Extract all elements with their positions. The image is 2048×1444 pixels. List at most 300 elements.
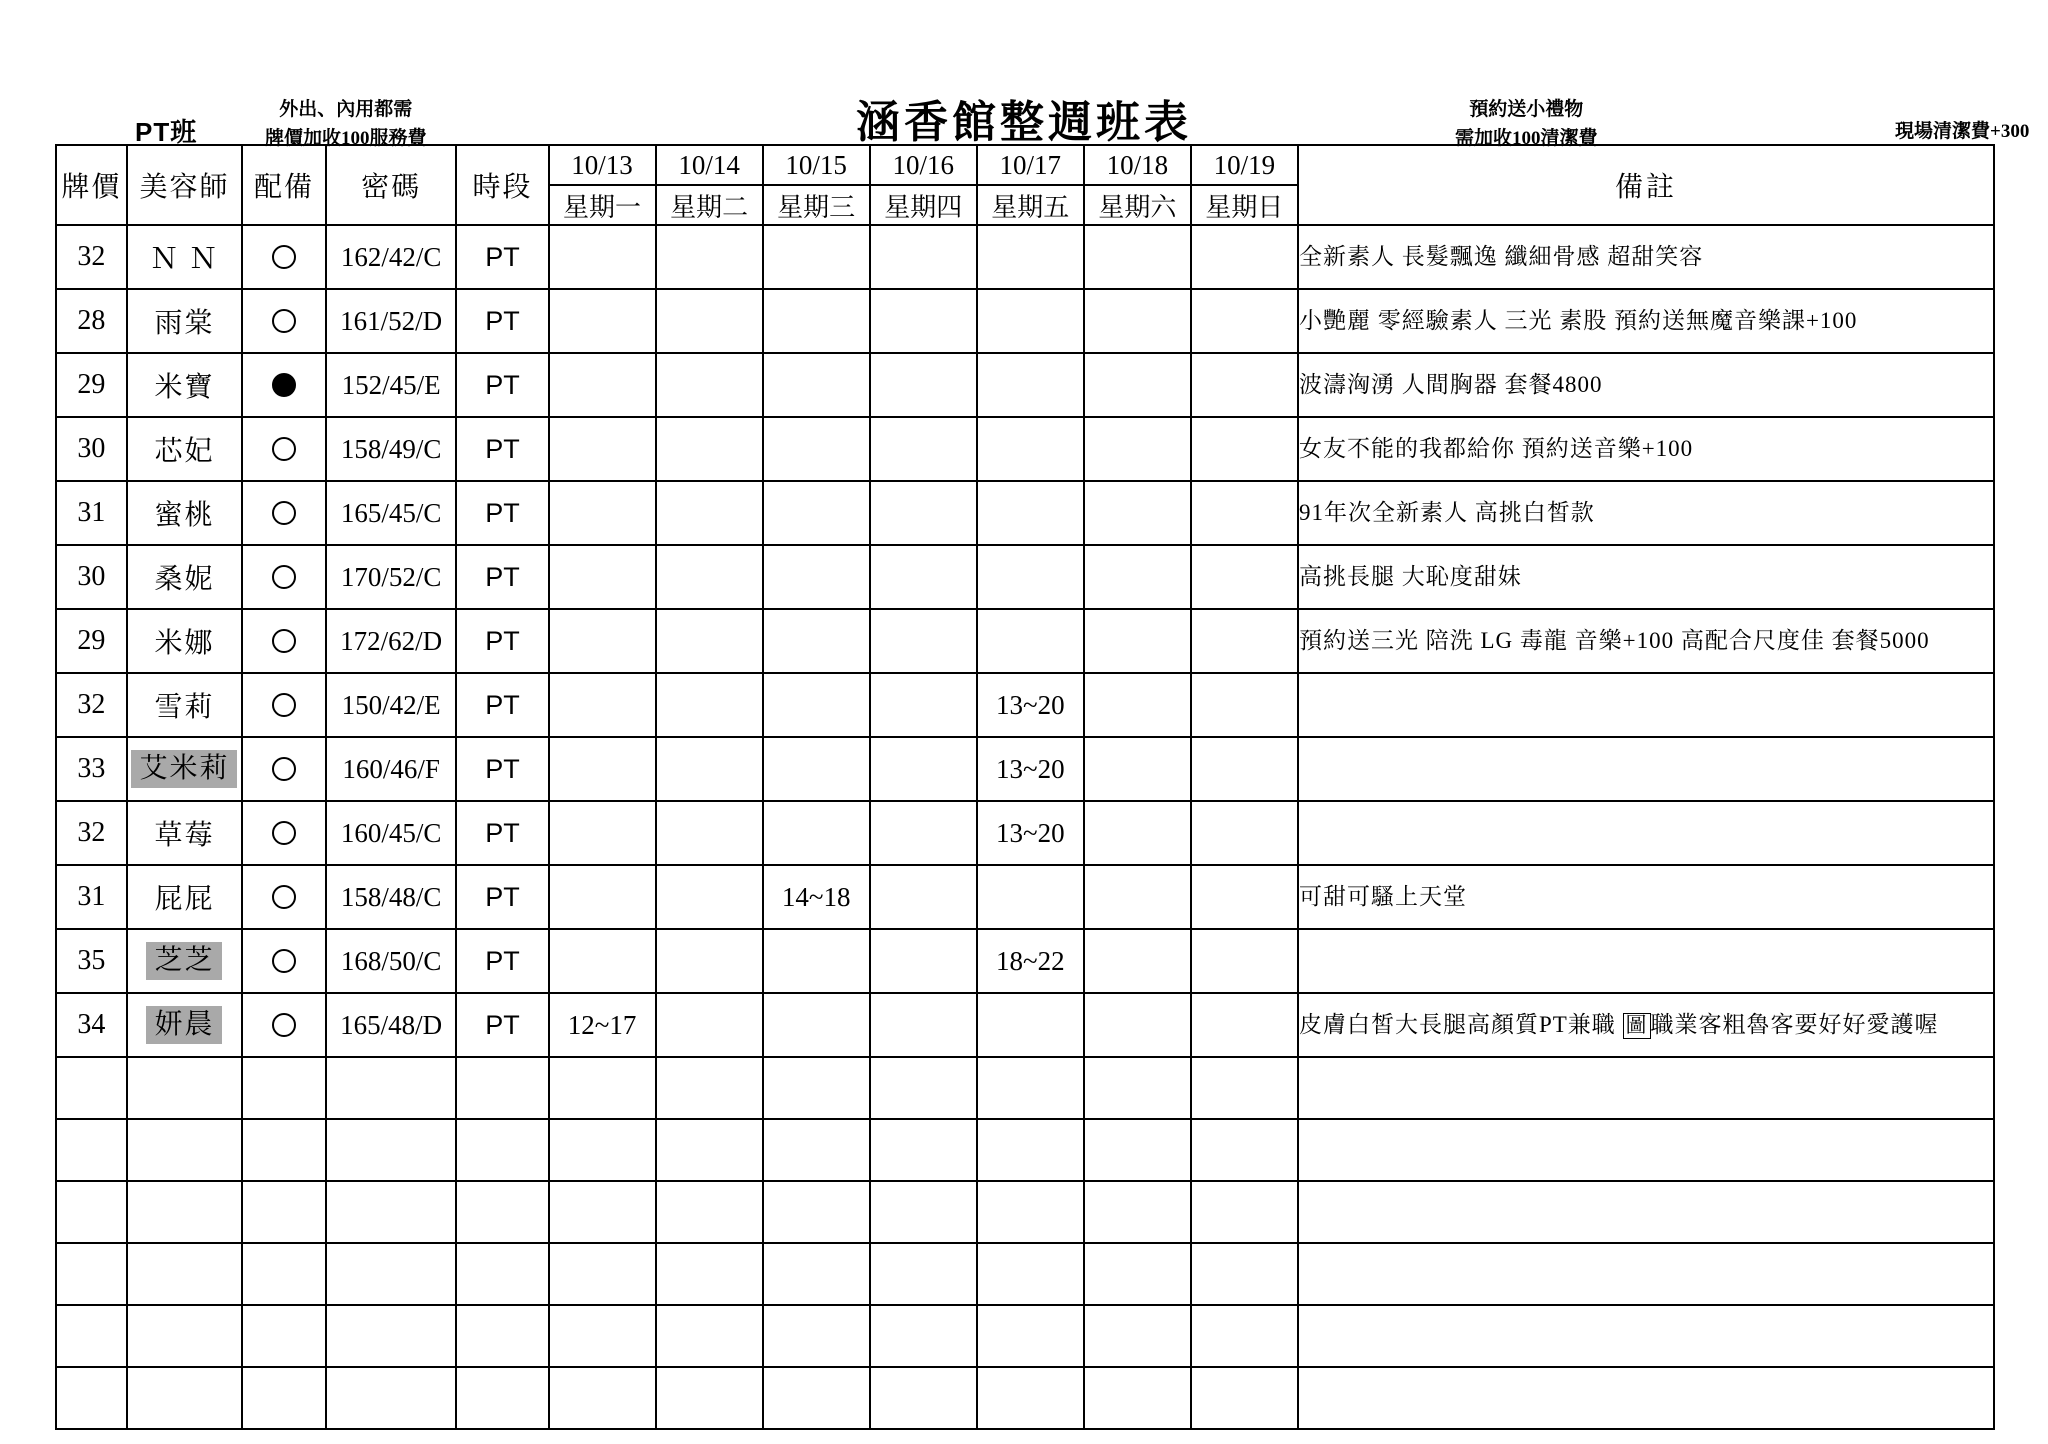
cell-day-4[interactable]: [977, 417, 1084, 481]
cell-day-2[interactable]: [763, 225, 870, 289]
column-header-date-5: 10/18: [1084, 145, 1191, 185]
column-header-weekday-0: 星期一: [549, 185, 656, 225]
table-row-empty[interactable]: [56, 1181, 1994, 1243]
cell-empty[interactable]: [127, 1119, 243, 1181]
cell-empty[interactable]: [870, 1367, 977, 1429]
cell-day-1[interactable]: [656, 225, 763, 289]
cell-slot: PT: [456, 417, 548, 481]
cell-name: 桑妮: [127, 545, 243, 609]
cell-empty[interactable]: [1298, 1119, 1994, 1181]
cell-empty[interactable]: [656, 1243, 763, 1305]
open-circle-icon: [272, 309, 296, 333]
cell-equipment: [242, 673, 326, 737]
cell-day-4[interactable]: [977, 865, 1084, 929]
cell-day-1[interactable]: [656, 673, 763, 737]
cell-day-5[interactable]: [1084, 801, 1191, 865]
cell-code: 170/52/C: [326, 545, 457, 609]
cell-name: 芯妃: [127, 417, 243, 481]
cell-day-5[interactable]: [1084, 993, 1191, 1057]
cell-day-5[interactable]: [1084, 609, 1191, 673]
cell-empty[interactable]: [870, 1057, 977, 1119]
cell-day-0[interactable]: [549, 801, 656, 865]
table-row[interactable]: [56, 225, 1994, 289]
cell-day-3[interactable]: [870, 673, 977, 737]
cell-empty[interactable]: [977, 1243, 1084, 1305]
cell-empty[interactable]: [549, 1243, 656, 1305]
cell-equipment: [242, 225, 326, 289]
cell-empty[interactable]: [56, 1305, 127, 1367]
cell-price: 35: [56, 929, 127, 993]
table-row[interactable]: [56, 673, 1994, 737]
cell-day-6[interactable]: [1191, 609, 1298, 673]
cell-empty[interactable]: [1191, 1367, 1298, 1429]
cell-day-4[interactable]: [977, 289, 1084, 353]
name-highlight: 妍晨: [146, 1006, 222, 1045]
cell-price: 31: [56, 481, 127, 545]
open-circle-icon: [272, 629, 296, 653]
cell-empty[interactable]: [456, 1305, 548, 1367]
cell-empty[interactable]: [1084, 1057, 1191, 1119]
cell-equipment: [242, 289, 326, 353]
cell-name: Ｎ Ｎ: [127, 225, 243, 289]
cell-empty[interactable]: [127, 1243, 243, 1305]
cell-empty[interactable]: [1298, 1243, 1994, 1305]
cell-day-2[interactable]: [763, 417, 870, 481]
cell-note: 波濤洶湧 人間胸器 套餐4800: [1298, 353, 1994, 417]
cell-empty[interactable]: [977, 1305, 1084, 1367]
cell-empty[interactable]: [1084, 1181, 1191, 1243]
cell-day-1[interactable]: [656, 353, 763, 417]
cell-empty[interactable]: [127, 1181, 243, 1243]
cell-day-6[interactable]: [1191, 865, 1298, 929]
cell-day-4[interactable]: [977, 353, 1084, 417]
cell-day-2[interactable]: [763, 353, 870, 417]
cell-day-2[interactable]: [763, 993, 870, 1057]
cell-day-2[interactable]: [763, 289, 870, 353]
table-row[interactable]: [56, 353, 1994, 417]
table-row[interactable]: [56, 481, 1994, 545]
cell-equipment: [242, 353, 326, 417]
cell-day-2[interactable]: 14~18: [763, 865, 870, 929]
cell-code: 172/62/D: [326, 609, 457, 673]
cell-day-5[interactable]: [1084, 865, 1191, 929]
cell-code: 165/48/D: [326, 993, 457, 1057]
column-header-date-1: 10/14: [656, 145, 763, 185]
cell-empty[interactable]: [242, 1119, 326, 1181]
cell-price: 28: [56, 289, 127, 353]
cell-note: [1298, 929, 1994, 993]
cell-day-2[interactable]: [763, 673, 870, 737]
column-header-date-3: 10/16: [870, 145, 977, 185]
cell-day-3[interactable]: [870, 865, 977, 929]
column-header-price: 牌價: [56, 145, 127, 225]
cell-empty[interactable]: [456, 1057, 548, 1119]
cell-note: [1298, 801, 1994, 865]
cell-code: 168/50/C: [326, 929, 457, 993]
cell-day-3[interactable]: [870, 289, 977, 353]
cell-empty[interactable]: [656, 1057, 763, 1119]
cell-code: 150/42/E: [326, 673, 457, 737]
cell-name: 蜜桃: [127, 481, 243, 545]
cell-day-6[interactable]: [1191, 801, 1298, 865]
cell-day-4[interactable]: 18~22: [977, 929, 1084, 993]
name-highlight: 艾米莉: [131, 750, 237, 789]
column-header-date-0: 10/13: [549, 145, 656, 185]
cell-empty[interactable]: [977, 1119, 1084, 1181]
cell-day-4[interactable]: [977, 545, 1084, 609]
column-header-date-6: 10/19: [1191, 145, 1298, 185]
booking-gift-note-line2: 需加收100清潔費: [1455, 127, 1598, 149]
booking-gift-note-line1: 預約送小禮物: [1469, 99, 1584, 120]
service-fee-note-line2: 牌價加收100服務費: [265, 127, 427, 149]
table-row-empty[interactable]: [56, 1305, 1994, 1367]
open-circle-icon: [272, 757, 296, 781]
cell-empty[interactable]: [549, 1367, 656, 1429]
cell-note: 91年次全新素人 高挑白皙款: [1298, 481, 1994, 545]
cell-empty[interactable]: [656, 1181, 763, 1243]
cell-day-4[interactable]: [977, 609, 1084, 673]
cell-day-1[interactable]: [656, 609, 763, 673]
cell-day-1[interactable]: [656, 481, 763, 545]
cell-empty[interactable]: [127, 1057, 243, 1119]
cell-equipment: [242, 417, 326, 481]
cell-empty[interactable]: [1084, 1367, 1191, 1429]
cell-day-6[interactable]: [1191, 673, 1298, 737]
column-header-note: 備註: [1298, 145, 1994, 225]
cell-empty[interactable]: [1298, 1367, 1994, 1429]
cell-day-4[interactable]: 13~20: [977, 801, 1084, 865]
cell-day-0[interactable]: [549, 737, 656, 801]
cell-equipment: [242, 993, 326, 1057]
cell-empty[interactable]: [1298, 1305, 1994, 1367]
cell-day-6[interactable]: [1191, 929, 1298, 993]
table-header: [56, 145, 1994, 225]
cell-equipment: [242, 929, 326, 993]
cell-day-0[interactable]: [549, 673, 656, 737]
cell-day-5[interactable]: [1084, 417, 1191, 481]
cell-code: 160/46/F: [326, 737, 457, 801]
cell-day-2[interactable]: [763, 929, 870, 993]
cell-code: 152/45/E: [326, 353, 457, 417]
table-row-empty[interactable]: [56, 1367, 1994, 1429]
cell-day-2[interactable]: [763, 545, 870, 609]
column-header-date-4: 10/17: [977, 145, 1084, 185]
cell-note: [1298, 737, 1994, 801]
cell-slot: PT: [456, 737, 548, 801]
cell-price: 30: [56, 545, 127, 609]
cell-empty[interactable]: [870, 1119, 977, 1181]
cell-day-4[interactable]: 13~20: [977, 737, 1084, 801]
cell-day-3[interactable]: [870, 737, 977, 801]
open-circle-icon: [272, 949, 296, 973]
cell-empty[interactable]: [656, 1367, 763, 1429]
cell-slot: PT: [456, 673, 548, 737]
cell-empty[interactable]: [326, 1181, 457, 1243]
cell-day-6[interactable]: [1191, 545, 1298, 609]
table-row[interactable]: [56, 417, 1994, 481]
open-circle-icon: [272, 693, 296, 717]
cell-day-6[interactable]: [1191, 417, 1298, 481]
cell-note: 高挑長腿 大恥度甜妹: [1298, 545, 1994, 609]
column-header-name: 美容師: [127, 145, 243, 225]
cell-day-1[interactable]: [656, 289, 763, 353]
cell-empty[interactable]: [326, 1243, 457, 1305]
cell-empty[interactable]: [977, 1057, 1084, 1119]
cell-empty[interactable]: [1084, 1243, 1191, 1305]
cell-day-6[interactable]: [1191, 737, 1298, 801]
cell-empty[interactable]: [763, 1181, 870, 1243]
open-circle-icon: [272, 565, 296, 589]
cell-name: 米娜: [127, 609, 243, 673]
cell-empty[interactable]: [1084, 1305, 1191, 1367]
cell-day-3[interactable]: [870, 481, 977, 545]
table-row[interactable]: [56, 993, 1994, 1057]
cell-day-1[interactable]: [656, 865, 763, 929]
cell-empty[interactable]: [326, 1119, 457, 1181]
cell-day-1[interactable]: [656, 417, 763, 481]
cell-day-3[interactable]: [870, 353, 977, 417]
cell-day-2[interactable]: [763, 481, 870, 545]
column-header-date-2: 10/15: [763, 145, 870, 185]
schedule-table: [55, 144, 1995, 1430]
cell-empty[interactable]: [456, 1119, 548, 1181]
cell-day-4[interactable]: 13~20: [977, 673, 1084, 737]
column-header-weekday-1: 星期二: [656, 185, 763, 225]
cell-price: 32: [56, 225, 127, 289]
cell-day-6[interactable]: [1191, 353, 1298, 417]
cell-price: 31: [56, 865, 127, 929]
table-row[interactable]: [56, 609, 1994, 673]
cell-empty[interactable]: [242, 1305, 326, 1367]
cell-day-1[interactable]: [656, 737, 763, 801]
cell-empty[interactable]: [549, 1057, 656, 1119]
cell-day-0[interactable]: [549, 545, 656, 609]
cell-day-2[interactable]: [763, 737, 870, 801]
table-row-empty[interactable]: [56, 1057, 1994, 1119]
open-circle-icon: [272, 1013, 296, 1037]
cell-code: 158/49/C: [326, 417, 457, 481]
open-circle-icon: [272, 885, 296, 909]
cell-name: 雪莉: [127, 673, 243, 737]
cell-empty[interactable]: [1191, 1119, 1298, 1181]
cell-day-0[interactable]: 12~17: [549, 993, 656, 1057]
column-header-weekday-6: 星期日: [1191, 185, 1298, 225]
cell-day-0[interactable]: [549, 225, 656, 289]
cell-price: 33: [56, 737, 127, 801]
cell-day-5[interactable]: [1084, 673, 1191, 737]
cell-day-1[interactable]: [656, 929, 763, 993]
cell-name: 雨棠: [127, 289, 243, 353]
cell-day-2[interactable]: [763, 609, 870, 673]
cell-empty[interactable]: [1084, 1119, 1191, 1181]
cell-empty[interactable]: [870, 1181, 977, 1243]
cell-empty[interactable]: [1191, 1181, 1298, 1243]
cell-empty[interactable]: [56, 1119, 127, 1181]
cell-day-1[interactable]: [656, 545, 763, 609]
cell-day-5[interactable]: [1084, 353, 1191, 417]
table-row[interactable]: [56, 545, 1994, 609]
cell-equipment: [242, 609, 326, 673]
cell-day-0[interactable]: [549, 865, 656, 929]
cell-day-5[interactable]: [1084, 545, 1191, 609]
cell-equipment: [242, 545, 326, 609]
cell-day-0[interactable]: [549, 353, 656, 417]
cell-slot: PT: [456, 481, 548, 545]
cell-name: 草莓: [127, 801, 243, 865]
cell-empty[interactable]: [1298, 1057, 1994, 1119]
cell-day-3[interactable]: [870, 225, 977, 289]
cell-code: 162/42/C: [326, 225, 457, 289]
cell-day-4[interactable]: [977, 225, 1084, 289]
cell-empty[interactable]: [656, 1305, 763, 1367]
cell-day-5[interactable]: [1084, 289, 1191, 353]
cell-slot: PT: [456, 929, 548, 993]
table-row[interactable]: [56, 865, 1994, 929]
name-highlight: 芝芝: [146, 942, 222, 981]
cell-empty[interactable]: [242, 1243, 326, 1305]
cell-empty[interactable]: [763, 1243, 870, 1305]
cell-empty[interactable]: [456, 1367, 548, 1429]
cell-day-1[interactable]: [656, 801, 763, 865]
cell-empty[interactable]: [549, 1119, 656, 1181]
cell-empty[interactable]: [763, 1057, 870, 1119]
column-header-equipment: 配備: [242, 145, 326, 225]
cell-code: 160/45/C: [326, 801, 457, 865]
cell-empty[interactable]: [56, 1057, 127, 1119]
cell-price: 29: [56, 353, 127, 417]
cell-name: 米寶: [127, 353, 243, 417]
cell-day-3[interactable]: [870, 801, 977, 865]
cell-empty[interactable]: [763, 1119, 870, 1181]
cell-day-0[interactable]: [549, 929, 656, 993]
table-row[interactable]: [56, 737, 1994, 801]
cell-price: 32: [56, 673, 127, 737]
cell-day-0[interactable]: [549, 417, 656, 481]
cell-slot: PT: [456, 993, 548, 1057]
cell-empty[interactable]: [870, 1243, 977, 1305]
cell-empty[interactable]: [763, 1367, 870, 1429]
column-header-code: 密碼: [326, 145, 457, 225]
note-text-pre: 皮膚白皙大長腿高顏質PT兼職: [1298, 1012, 1623, 1038]
cell-empty[interactable]: [1191, 1057, 1298, 1119]
cell-empty[interactable]: [549, 1305, 656, 1367]
cell-code: 161/52/D: [326, 289, 457, 353]
cell-empty[interactable]: [326, 1305, 457, 1367]
cell-empty[interactable]: [456, 1181, 548, 1243]
page-header: [60, 40, 2030, 149]
cell-empty[interactable]: [549, 1181, 656, 1243]
cell-empty[interactable]: [326, 1057, 457, 1119]
filled-circle-icon: [272, 373, 296, 397]
cell-empty[interactable]: [56, 1243, 127, 1305]
cell-day-6[interactable]: [1191, 481, 1298, 545]
cell-name: 屁屁: [127, 865, 243, 929]
cell-slot: PT: [456, 865, 548, 929]
cell-day-0[interactable]: [549, 289, 656, 353]
cell-empty[interactable]: [56, 1367, 127, 1429]
cell-day-6[interactable]: [1191, 225, 1298, 289]
cell-name: [127, 737, 243, 801]
cell-day-4[interactable]: [977, 993, 1084, 1057]
cell-name: [127, 929, 243, 993]
cell-note: 小艷麗 零經驗素人 三光 素股 預約送無魔音樂課+100: [1298, 289, 1994, 353]
cell-code: 158/48/C: [326, 865, 457, 929]
cell-day-2[interactable]: [763, 801, 870, 865]
cell-day-0[interactable]: [549, 609, 656, 673]
cell-day-6[interactable]: [1191, 289, 1298, 353]
cell-code: 165/45/C: [326, 481, 457, 545]
cell-note: [1298, 673, 1994, 737]
cell-day-5[interactable]: [1084, 737, 1191, 801]
cell-day-3[interactable]: [870, 993, 977, 1057]
table-row-empty[interactable]: [56, 1119, 1994, 1181]
cell-empty[interactable]: [977, 1181, 1084, 1243]
cell-note: 全新素人 長髮飄逸 纖細骨感 超甜笑容: [1298, 225, 1994, 289]
cell-day-5[interactable]: [1084, 481, 1191, 545]
open-circle-icon: [272, 437, 296, 461]
cell-day-3[interactable]: [870, 545, 977, 609]
cell-day-3[interactable]: [870, 929, 977, 993]
cell-note: 可甜可騷上天堂: [1298, 865, 1994, 929]
cell-empty[interactable]: [326, 1367, 457, 1429]
cell-slot: PT: [456, 801, 548, 865]
cell-empty[interactable]: [656, 1119, 763, 1181]
column-header-weekday-5: 星期六: [1084, 185, 1191, 225]
cell-day-4[interactable]: [977, 481, 1084, 545]
cell-equipment: [242, 865, 326, 929]
cell-empty[interactable]: [1298, 1181, 1994, 1243]
cell-equipment: [242, 801, 326, 865]
cell-slot: PT: [456, 225, 548, 289]
cell-price: 29: [56, 609, 127, 673]
column-header-weekday-4: 星期五: [977, 185, 1084, 225]
cell-day-3[interactable]: [870, 609, 977, 673]
table-row[interactable]: [56, 289, 1994, 353]
cell-empty[interactable]: [56, 1181, 127, 1243]
cell-empty[interactable]: [870, 1305, 977, 1367]
cell-day-5[interactable]: [1084, 929, 1191, 993]
cell-empty[interactable]: [242, 1367, 326, 1429]
open-circle-icon: [272, 821, 296, 845]
cell-empty[interactable]: [763, 1305, 870, 1367]
cell-day-0[interactable]: [549, 481, 656, 545]
column-header-slot: 時段: [456, 145, 548, 225]
cell-day-6[interactable]: [1191, 993, 1298, 1057]
cell-empty[interactable]: [977, 1367, 1084, 1429]
cell-empty[interactable]: [127, 1305, 243, 1367]
cell-empty[interactable]: [242, 1057, 326, 1119]
table-row-empty[interactable]: [56, 1243, 1994, 1305]
cell-empty[interactable]: [127, 1367, 243, 1429]
cell-slot: PT: [456, 289, 548, 353]
cell-slot: PT: [456, 545, 548, 609]
onsite-cleaning-fee-note: 現場清潔費+300: [1895, 121, 2030, 142]
table-body: [56, 225, 1994, 1429]
cell-empty[interactable]: [242, 1181, 326, 1243]
cell-day-1[interactable]: [656, 993, 763, 1057]
cell-empty[interactable]: [456, 1243, 548, 1305]
cell-empty[interactable]: [1191, 1243, 1298, 1305]
cell-day-5[interactable]: [1084, 225, 1191, 289]
cell-equipment: [242, 481, 326, 545]
cell-day-3[interactable]: [870, 417, 977, 481]
cell-note: [1298, 993, 1994, 1057]
open-circle-icon: [272, 501, 296, 525]
table-row[interactable]: [56, 929, 1994, 993]
table-row[interactable]: [56, 801, 1994, 865]
cell-empty[interactable]: [1191, 1305, 1298, 1367]
service-fee-note-line1: 外出、內用都需: [279, 99, 413, 120]
